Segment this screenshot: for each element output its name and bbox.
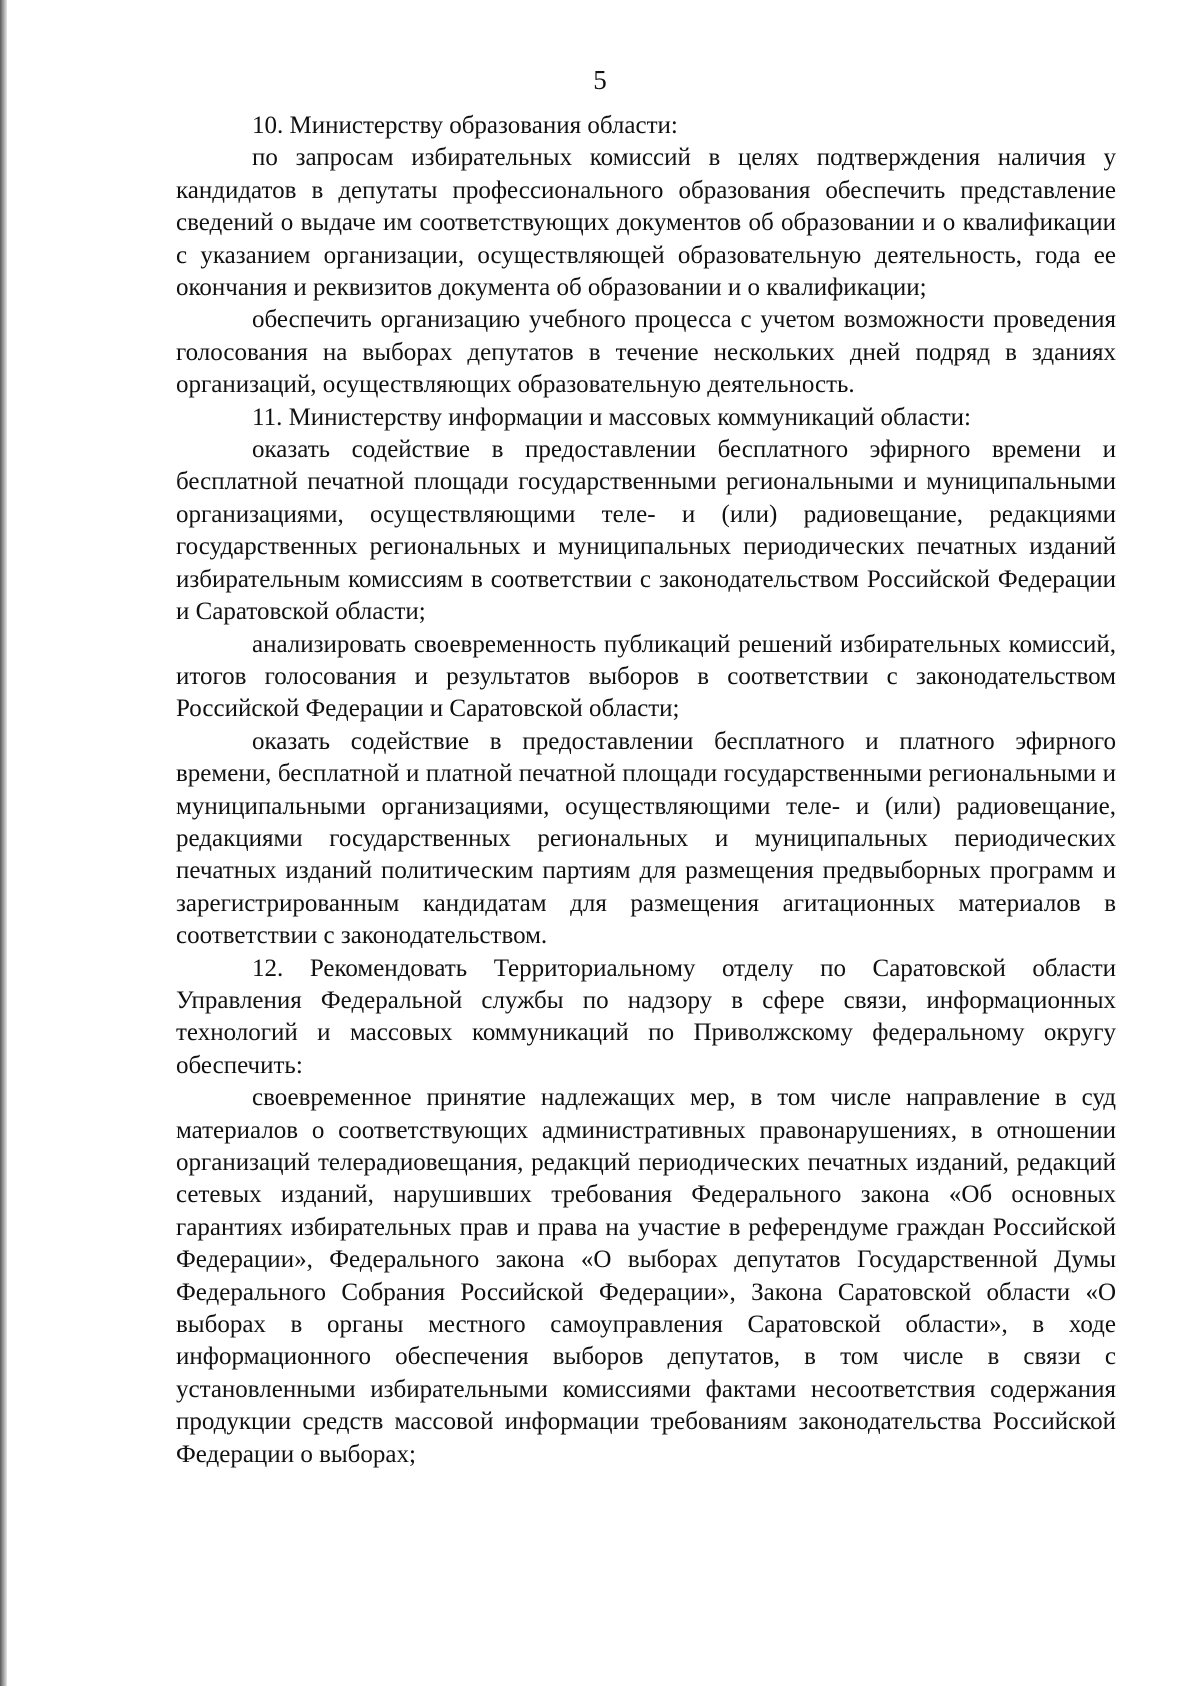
paragraph-free-airtime: оказать содействие в предоставлении бесплатного эфирного времени и бесплатной печатной площади государственными региональными и муниципальными организациями, осуществляющими теле- и (или) радиовещание, редакциями государственных региональных и муниципальных периодических печатных изданий избирательным комиссиям в соответствии с законодательством Российской Федерации и Саратовской области; [176,436,1116,626]
paragraph-publication-analysis: анализировать своевременность публикаций решений избирательных комиссий, итогов голосования и результатов выборов в соответствии с законодательством Российской Федерации и Саратовской области; [176,630,1116,723]
page-number: 5 [593,65,607,95]
paragraph-paid-airtime: оказать содействие в предоставлении бесплатного и платного эфирного времени, бесплатной и платной печатной площади государственными региональными и муниципальными организациями, осуществляющими теле- и (или) радиовещание, редакциями государственных региональных и муниципальных периодических печатных изданий политическим партиям для размещения предвыборных программ и зарегистрированным кандидатам для размещения агитационных материалов в соответствии с законодательством. [176,727,1116,950]
paragraph-education-records: по запросам избирательных комиссий в целях подтверждения наличия у кандидатов в депутаты профессионального образования обеспечить представление сведений о выдаче им соответствующих документов об образовании и о квалификации с указанием организации, осуществляющей образовательную деятельность, года ее окончания и реквизитов документа об образовании и о квалификации; [176,144,1116,302]
paragraph-media-enforcement: своевременное принятие надлежащих мер, в том числе направление в суд материалов о соответствующих административных правонарушениях, в отношении организаций телерадиовещания, редакций периодических печатных изданий, редакций сетевых изданий, нарушивших требования Федерального закона «Об основных гарантиях избирательных прав и права на участие в референдуме граждан Российской Федерации», Федерального закона «О выборах депутатов Государственной Думы Федерального Собрания Российской Федерации», Закона Саратовской области «О выборах в органы местного самоуправления Саратовской области», в ходе информационного обеспечения выборов депутатов, в том числе в связи с установленными избирательными комиссиями фактами несоответствия содержания продукции средств массовой информации требованиям законодательства Российской Федерации о выборах; [176,1084,1116,1468]
paragraph-item-10-heading: 10. Министерству образования области: [252,112,678,139]
paragraph-item-12-heading: 12. Рекомендовать Территориальному отделу по Саратовской области Управления Федеральной службы по надзору в сфере связи, информационных технологий и массовых коммуникаций по Приволжскому федеральному округу обеспечить: [176,954,1116,1079]
paragraph-education-schedule: обеспечить организацию учебного процесса с учетом возможности проведения голосования на выборах депутатов в течение нескольких дней подряд в зданиях организаций, осуществляющих образовательную деятельность. [176,306,1116,399]
document-body [176,110,1116,1471]
paragraph-item-11-heading: 11. Министерству информации и массовых коммуникаций области: [252,403,971,431]
scan-edge-shadow [0,0,7,1686]
